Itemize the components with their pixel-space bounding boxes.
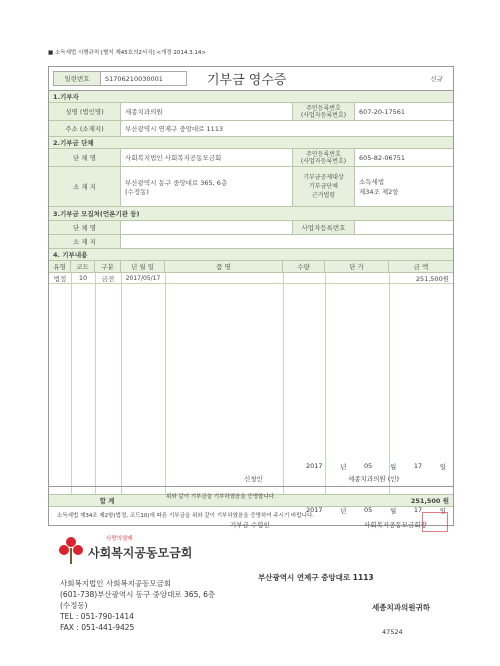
row-kind: 금전 (101, 274, 115, 283)
logo-top-text: 사랑의열매 (106, 536, 133, 542)
sender-org: 사회복지법인 사회복지공동모금회 (60, 579, 172, 588)
postal-code: 47524 (382, 628, 403, 636)
campaign-name-row (49, 221, 453, 235)
date2-day-unit: 일 (439, 507, 446, 515)
campaign-addr-label: 소 재 지 (49, 235, 121, 248)
donor-name-label: 성명 (법인명) (49, 103, 121, 120)
total-label: 합 계 (99, 497, 115, 505)
date1-day-unit: 일 (439, 463, 446, 471)
date2-year-unit: 년 (340, 507, 347, 515)
col-code: 코드 (71, 261, 95, 272)
org-addr-value: 부산광역시 동구 중앙대로 365, 6층 (125, 178, 228, 187)
campaign-addr-row (49, 235, 453, 249)
sender-info (60, 578, 215, 633)
campaign-id-value (355, 221, 453, 234)
org-basis-value-cell (355, 167, 453, 206)
org-addr-value-cell (121, 167, 293, 206)
col-item: 품 명 (165, 261, 283, 272)
sender-addr2: (수정동) (60, 601, 88, 610)
org-name-row (49, 149, 453, 167)
org-addr-label: 소 재 지 (49, 167, 121, 206)
campaign-addr-value (121, 235, 453, 248)
header-row (49, 67, 453, 91)
campaign-name-value (121, 221, 293, 234)
col-date: 년 월 일 (121, 261, 165, 272)
table-row (49, 273, 453, 284)
donor-addr-label: 주소 (소재지) (49, 121, 121, 136)
confirm-text-1: 소득세법 제34조 제2항(법정, 코드10)에 따른 기부금을 위와 같이 기부하였음을 증명하여 주시기 바랍니다. (57, 513, 315, 519)
org-name-value: 사회복지법인 사회복지공동모금회 (121, 149, 293, 166)
org-basis-label-cell (293, 167, 355, 206)
recipient-value: 사회복지공동모금회장 (364, 521, 427, 529)
org-basis-value1: 소득세법 (359, 177, 385, 186)
row-qty (283, 273, 325, 283)
org-name-label: 단 체 명 (49, 149, 121, 166)
total-value: 251,500 원 (410, 497, 449, 505)
sender-addr1: (601-738)부산광역시 동구 중앙대로 365, 6층 (60, 590, 216, 599)
row-code: 10 (78, 274, 88, 282)
row-item (165, 273, 283, 283)
form-reference: ■ 소득세법 시행규칙 [별지 제45호의2서식] <개정 2014.3.14> (48, 50, 207, 56)
serial-value: S1706210030001 (101, 71, 187, 86)
date2-month: 05 (364, 506, 373, 514)
divider (48, 486, 454, 487)
sender-fax: FAX : 051-441-9425 (60, 623, 135, 632)
org-basis-label2: 기부금단체 (309, 183, 338, 190)
donor-id-label: 주민등록번호 (사업자등록번호) (293, 103, 355, 120)
status-label: 신규 (430, 75, 443, 83)
col-amount: 금 액 (389, 261, 453, 272)
col-qty: 수량 (283, 261, 325, 272)
logo-name: 사회복지공동모금회 (88, 546, 193, 560)
confirm-area-2 (48, 500, 454, 534)
official-seal (422, 512, 448, 532)
section-donor: 1.기부자 (49, 91, 453, 103)
date1-month: 05 (364, 462, 373, 470)
serial-label: 일련번호 (53, 71, 101, 86)
row-unit-price (325, 273, 389, 283)
org-id-label: 주민등록번호 (사업자등록번호) (293, 149, 355, 166)
org-basis-value2: 제34조 제2항 (359, 187, 399, 196)
dest-address: 부산광역시 연제구 중앙대로 1113 (258, 573, 374, 582)
date2-day: 17 (413, 506, 423, 514)
sender-tel: TEL : 051-790-1414 (60, 612, 134, 621)
donor-name-value: 세종치과의원 (121, 103, 293, 120)
document-title: 기부금 영수증 (207, 73, 287, 88)
applicant-label: 신청인 (244, 475, 263, 483)
org-id-value: 605-82-06751 (359, 153, 406, 162)
logo (52, 530, 202, 570)
date1-month-unit: 월 (389, 463, 397, 471)
donor-addr-value: 부산광역시 연제구 중앙대로 1113 (125, 125, 224, 133)
applicant-value: 세종치과의원 (인) (348, 475, 400, 483)
dest-name: 세종치과의원귀하 (372, 603, 430, 612)
section-campaign: 3.기부금 모집처(언론기관 등) (49, 207, 453, 221)
date1-year-unit: 년 (340, 463, 347, 471)
col-kind: 구분 (95, 261, 121, 272)
donor-name-row (49, 103, 453, 121)
row-date: 2017/05/17 (125, 274, 161, 282)
col-unit-price: 단 가 (325, 261, 389, 272)
date1-day: 17 (413, 462, 423, 470)
col-type: 유형 (49, 261, 71, 272)
date2-month-unit: 월 (389, 507, 397, 515)
donor-id-value: 607-20-17561 (359, 107, 406, 116)
details-header-row (49, 261, 453, 273)
donor-addr-row (49, 121, 453, 137)
date-line-1 (306, 462, 446, 471)
recipient-label: 기부금 수령인 (230, 521, 270, 529)
section-org: 2.기부금 단체 (49, 137, 453, 149)
section-details: 4. 기부내용 (49, 249, 453, 261)
date1-year: 2017 (306, 462, 323, 470)
confirm-text-2: 위와 같이 기부금을 기부하였음을 증명합니다. (166, 494, 276, 500)
org-addr-value2: (수정동) (125, 187, 149, 196)
org-basis-label1: 기부금공제대상 (303, 174, 344, 181)
date2-year: 2017 (306, 506, 323, 514)
campaign-id-label: 사업자등록번호 (293, 221, 355, 234)
campaign-name-label: 단 체 명 (49, 221, 121, 234)
row-type: 법정 (53, 274, 67, 283)
org-basis-label3: 근거법령 (311, 192, 336, 199)
fruit-logo-icon (58, 536, 84, 566)
org-addr-row (49, 167, 453, 207)
row-amount: 251,500원 (415, 274, 449, 283)
